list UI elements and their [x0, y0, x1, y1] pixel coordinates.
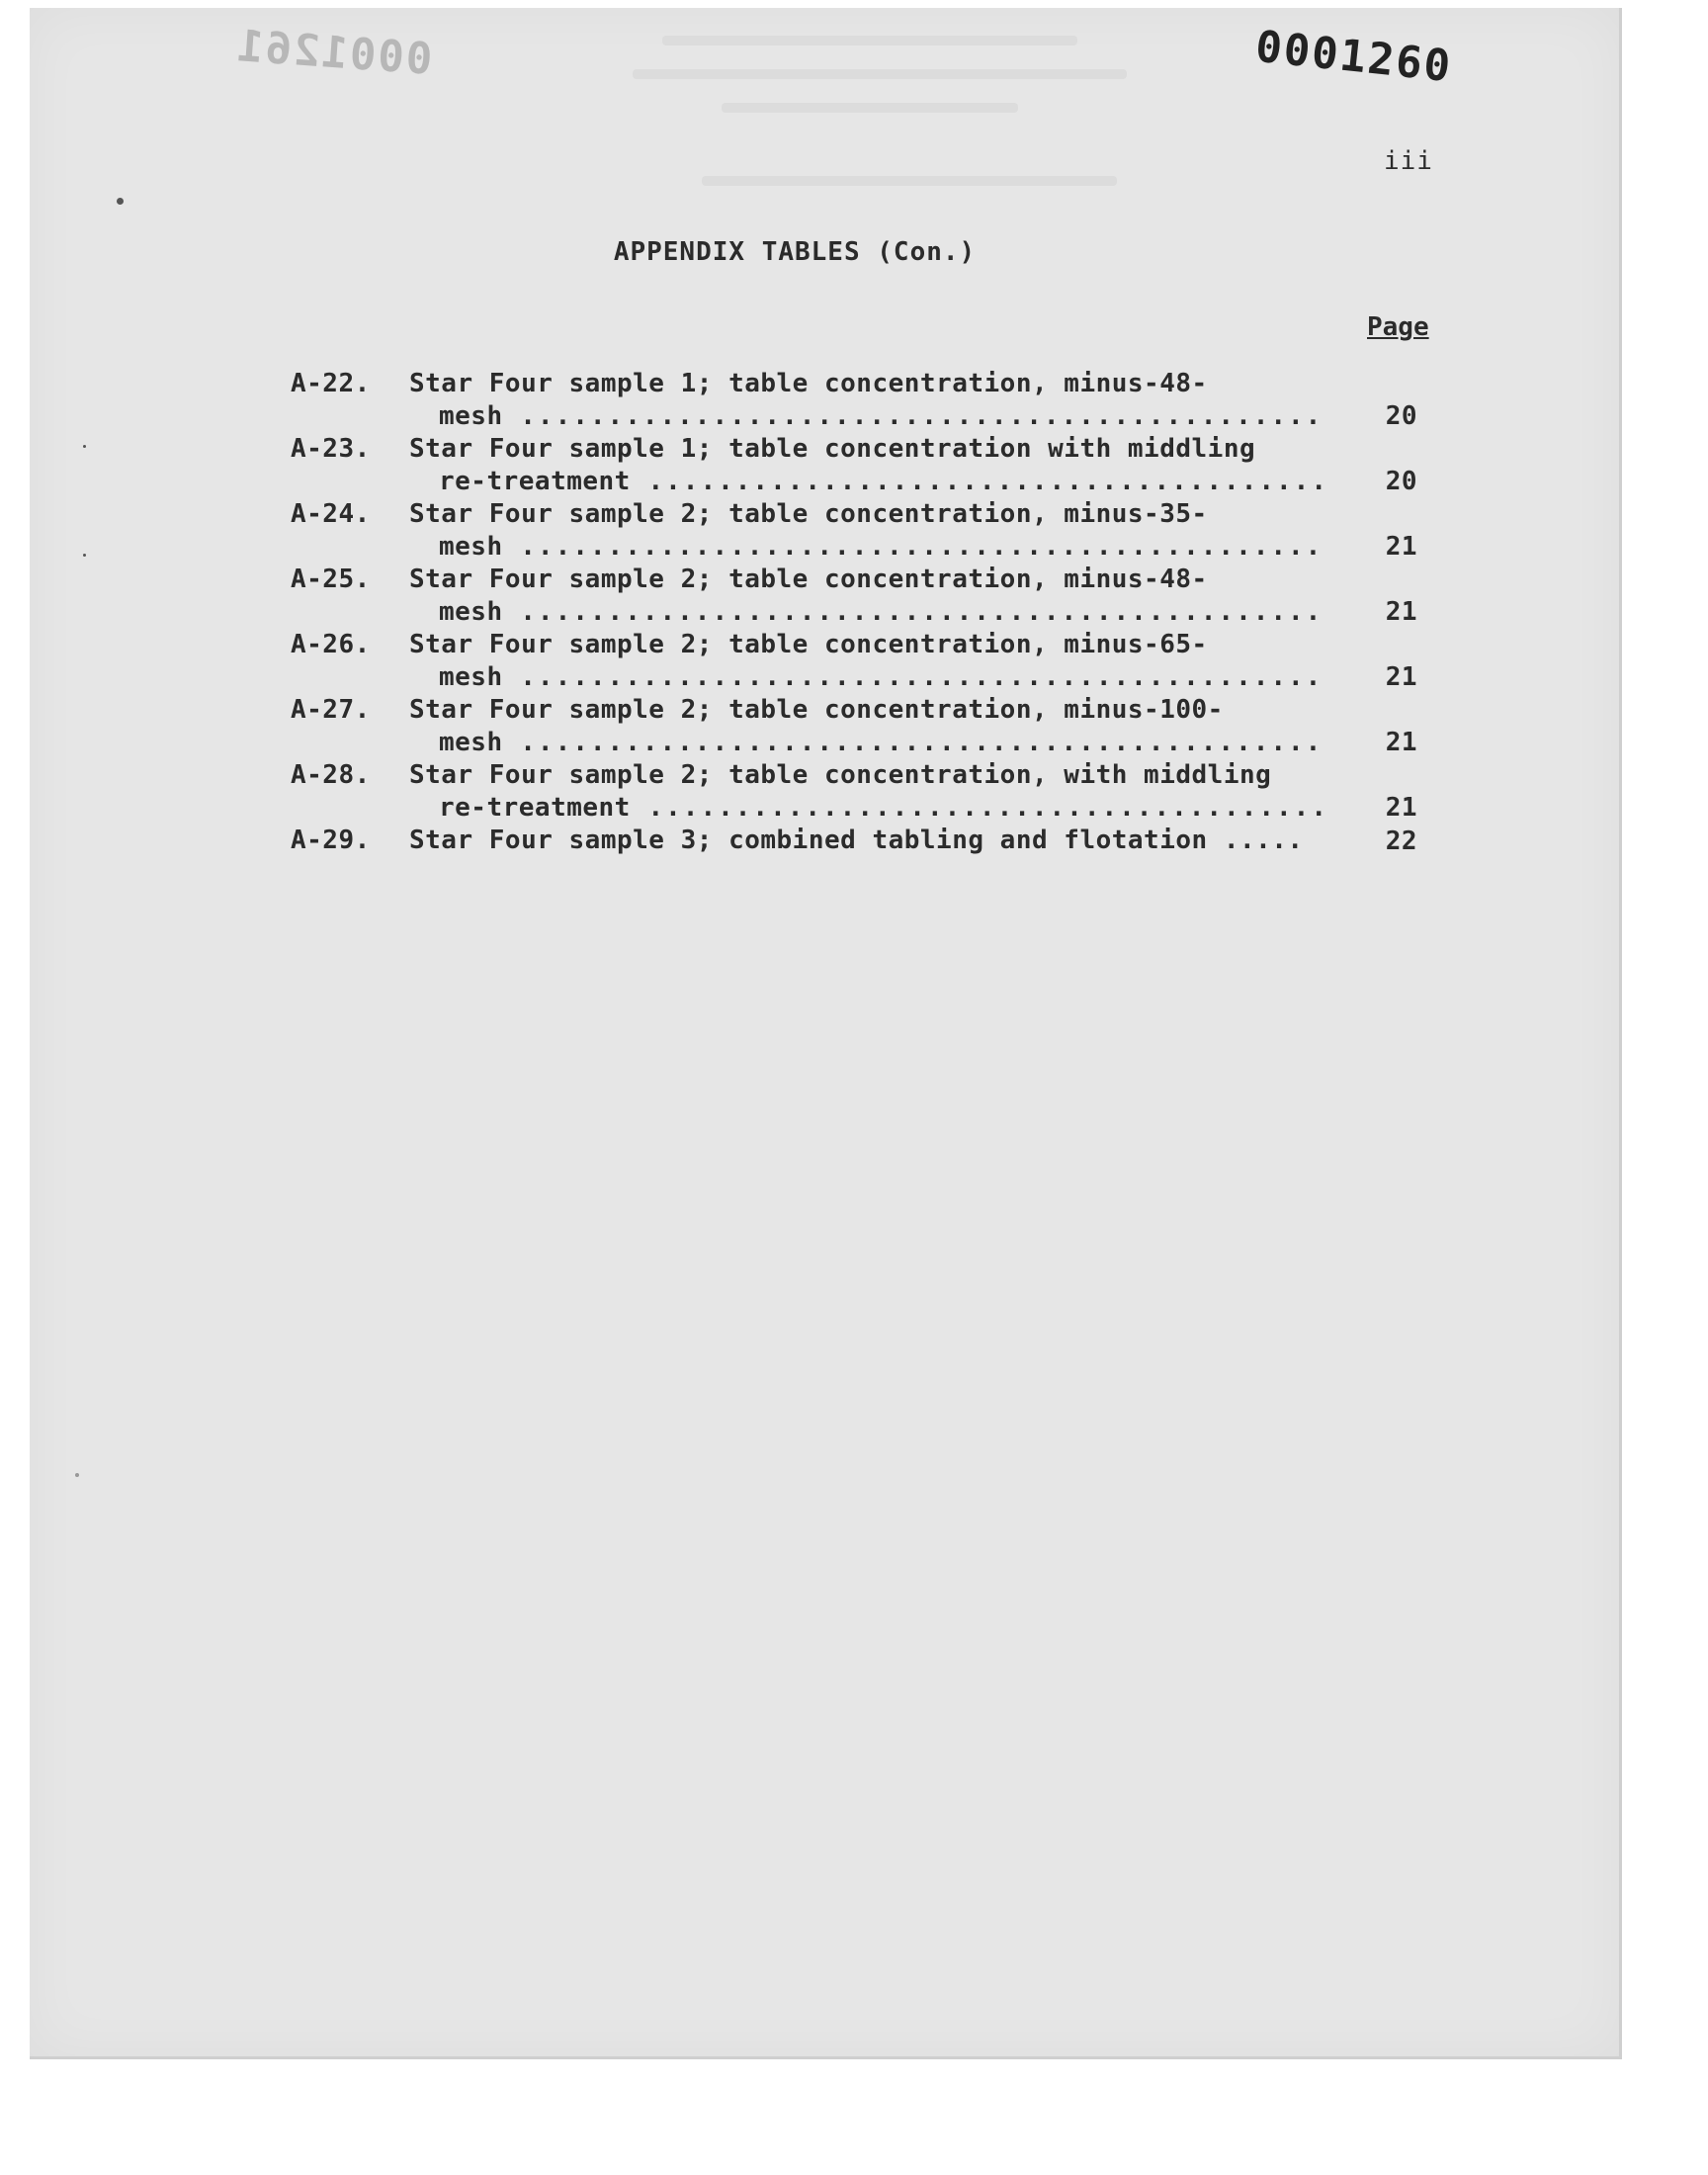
entry-title: Star Four sample 1; table concentration, minus-48-	[409, 369, 1208, 398]
bleed-through-line	[633, 69, 1127, 79]
entry-page: 21	[1385, 728, 1417, 757]
entry-id: A-23.	[291, 434, 371, 464]
entry-title: Star Four sample 3; combined tabling and flotation .....	[409, 826, 1304, 855]
toc-entry	[291, 368, 1417, 433]
section-heading: APPENDIX TABLES (Con.)	[613, 237, 977, 267]
bleed-through-line	[702, 176, 1117, 186]
page-column-label: Page	[1367, 312, 1429, 342]
bleed-through-line	[662, 36, 1077, 45]
toc-entry	[291, 759, 1417, 825]
entry-title: Star Four sample 1; table concentration with middling	[409, 434, 1256, 464]
toc-entry	[291, 498, 1417, 564]
entry-continuation: mesh .....	[439, 400, 1328, 433]
entry-id: A-28.	[291, 760, 371, 790]
entry-continuation: mesh .....	[439, 531, 1328, 564]
entry-id: A-24.	[291, 499, 371, 529]
toc-entry	[291, 629, 1417, 694]
entry-id: A-25.	[291, 565, 371, 594]
entry-page: 21	[1385, 597, 1417, 627]
entry-continuation: mesh .....	[439, 596, 1328, 629]
entry-id: A-26.	[291, 630, 371, 659]
document-number-stamp: 0001260	[1252, 21, 1455, 93]
entry-title: Star Four sample 2; table concentration, minus-35-	[409, 499, 1208, 529]
toc-entry	[291, 694, 1417, 759]
entry-title: Star Four sample 2; table concentration, minus-65-	[409, 630, 1208, 659]
entry-page: 21	[1385, 532, 1417, 562]
entry-page: 20	[1385, 467, 1417, 496]
entry-continuation: mesh .....	[439, 727, 1328, 759]
entry-page: 21	[1385, 793, 1417, 823]
entry-continuation: re-treatment .....	[439, 792, 1328, 825]
toc-entry	[291, 825, 1417, 858]
entry-continuation: re-treatment .....	[439, 466, 1328, 498]
entry-title: Star Four sample 2; table concentration, minus-48-	[409, 565, 1208, 594]
entry-id: A-27.	[291, 695, 371, 725]
entry-title: Star Four sample 2; table concentration, minus-100-	[409, 695, 1224, 725]
entry-id: A-29.	[291, 826, 371, 855]
entry-page: 22	[1385, 826, 1417, 856]
toc-entry	[291, 564, 1417, 629]
entry-title: Star Four sample 2; table concentration, with middling	[409, 760, 1272, 790]
entry-page: 21	[1385, 662, 1417, 692]
page-number: iii	[1384, 146, 1433, 176]
entry-page: 20	[1385, 401, 1417, 431]
toc-entry	[291, 433, 1417, 498]
paper-speck	[83, 445, 86, 448]
entry-continuation: mesh .....	[439, 661, 1328, 694]
entry-id: A-22.	[291, 369, 371, 398]
table-of-contents	[291, 368, 1417, 858]
paper-speck	[83, 554, 86, 557]
bleed-through-stamp: 0001261	[233, 21, 434, 85]
paper-speck	[117, 198, 124, 205]
bleed-through-line	[722, 103, 1018, 113]
paper-speck	[75, 1473, 79, 1477]
